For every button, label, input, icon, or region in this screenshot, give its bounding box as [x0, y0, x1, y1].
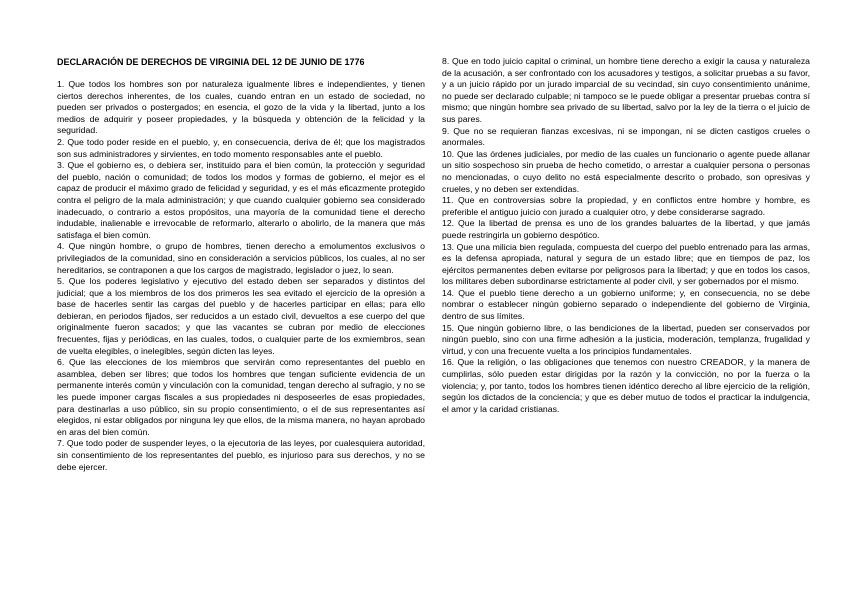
article-12: 12. Que la libertad de prensa es uno de los grandes baluartes de la libertad, y que jamás puede restringirla un gobierno despótico.: [442, 218, 810, 240]
article-10: 10. Que las órdenes judiciales, por medio de las cuales un funcionario o agente puede allanar un sitio sospechoso sin prueba de hecho cometido, o arrestar a cualquier persona o personas no mencionadas, o cuyo delito no está especialmente descrito o probado, son opresivas y crueles, y no deben ser extendidas.: [442, 148, 810, 194]
article-2: 2. Que todo poder reside en el pueblo, y, en consecuencia, deriva de él; que los magistrados son sus administradores y sirvientes, en todo momento responsables ante el pueblo.: [57, 136, 425, 159]
article-6: 6. Que las elecciones de los miembros que servirán como representantes del pueblo en asamblea, deben ser libres; que todos los hombres que tengan suficiente evidencia de un permanente interés común y vinculación con la comunidad, tengan derecho al sufragio, y no se les puede imponer cargas fiscales a sus propiedades ni desposeerles de esas propiedades, para destinarlas a uso público, sin su propio consentimiento, o el de sus representantes así elegidos, ni estar obligados por ninguna ley que ellos, de la misma manera, no hayan aprobado en aras del bien común.: [57, 357, 425, 437]
right-column: [442, 56, 810, 415]
article-9: 9. Que no se requieran fianzas excesivas, ni se impongan, ni se dicten castigos crueles o anormales.: [442, 125, 810, 148]
article-14: 14. Que el pueblo tiene derecho a un gobierno uniforme; y, en consecuencia, no se debe nombrar o establecer ningún gobierno separado o independiente del gobierno de Virginia, dentro de sus límites.: [442, 287, 810, 322]
article-15: 15. Que ningún gobierno libre, o las bendiciones de la libertad, pueden ser conservados por ningún pueblo, sino con una firme adhesión a la justicia, moderación, templanza, frugalidad y virtud, y con una frecuente vuelta a los principios fundamentales.: [442, 322, 810, 356]
document-title: DECLARACIÓN DE DERECHOS DE VIRGINIA DEL 12 DE JUNIO DE 1776: [57, 57, 365, 67]
article-8: 8. Que en todo juicio capital o criminal, un hombre tiene derecho a exigir la causa y naturaleza de la acusación, a ser confrontado con los acusadores y testigos, a solicitar pruebas a su favor, y a un juicio rápido por un jurado imparcial de su vecindad, sin cuyo consentimiento unánime, no puede ser declarado culpable; ni tampoco se le puede obligar a presentar pruebas contra sí mismo; que ningún hombre sea privado de su libertad, salvo por la ley de la tierra o el juicio de sus pares.: [442, 56, 810, 124]
article-11: 11. Que en controversias sobre la propiedad, y en conflictos entre hombre y hombre, es preferible el antiguo juicio con jurado a cualquier otro, y debe considerarse sagrado.: [442, 195, 810, 217]
article-1: 1. Que todos los hombres son por naturaleza igualmente libres e independientes, y tienen ciertos derechos inherentes, de los cuales, cuando entran en un estado de sociedad, no pueden ser privados o postergados; en esencia, el gozo de la vida y la libertad, junto a los medios de adquirir y poseer propiedades, y la búsqueda y obtención de la felicidad y la seguridad.: [57, 79, 425, 136]
article-5: 5. Que los poderes legislativo y ejecutivo del estado deben ser separados y distintos del judicial; que a los miembros de los dos primeros les sea evitado el ejercicio de la opresión a base de hacerles sentir las cargas del pueblo y de hacerles participar en ellas; para ello debieran, en periodos fijados, ser reducidos a un estado civil, devueltos a ese cuerpo del que originalmente fueron sacados; y que las vacantes se cubran por medio de elecciones frecuentes, fijas y periódicas, en las cuales, todos, o cualquier parte de los exmiembros, sean de vuelta elegibles, o inelegibles, según dicten las leyes.: [57, 276, 425, 356]
left-column: [57, 56, 425, 473]
article-4: 4. Que ningún hombre, o grupo de hombres, tienen derecho a emolumentos exclusivos o privilegiados de la comunidad, sino en consideración a servicios públicos, los cuales, al no ser hereditarios, se contraponen a que los cargos de magistrado, legislador o juez, lo sean.: [57, 241, 425, 275]
article-7: 7. Que todo poder de suspender leyes, o la ejecutoria de las leyes, por cualesquiera autoridad, sin consentimiento de los representantes del pueblo, es injurioso para sus derechos, y no se debe ejercer.: [57, 438, 425, 472]
article-3: 3. Que el gobierno es, o debiera ser, instituido para el bien común, la protección y seguridad del pueblo, nación o comunidad; de todos los modos y formas de gobierno, el mejor es el capaz de producir el máximo grado de felicidad y seguridad, y es el más eficazmente protegido contra el peligro de la mala administración; y que cuando cualquier gobierno sea considerado inadecuado, o contrario a estos propósitos, una mayoría de la comunidad tiene el derecho indudable, inalienable e irrevocable de reformarlo, alterarlo o abolirlo, de la manera que más satisfaga el bien común.: [57, 160, 425, 240]
article-13: 13. Que una milicia bien regulada, compuesta del cuerpo del pueblo entrenado para las armas, es la defensa apropiada, natural y segura de un estado libre; que en tiempos de paz, los ejércitos permanentes deben evitarse por peligrosos para la libertad; y que en todos los casos, los militares deben subordinarse estrictamente al poder civil, y ser gobernados por el mismo.: [442, 241, 810, 287]
article-16: 16. Que la religión, o las obligaciones que tenemos con nuestro CREADOR, y la manera de cumplirlas, sólo pueden estar dirigidas por la razón y la convicción, no por la fuerza o la violencia; y, por tanto, todos los hombres tienen idéntico derecho al libre ejercicio de la religión, según los dictados de la conciencia; y que es deber mutuo de todos el practicar la indulgencia, el amor y la caridad cristianas.: [442, 357, 810, 414]
